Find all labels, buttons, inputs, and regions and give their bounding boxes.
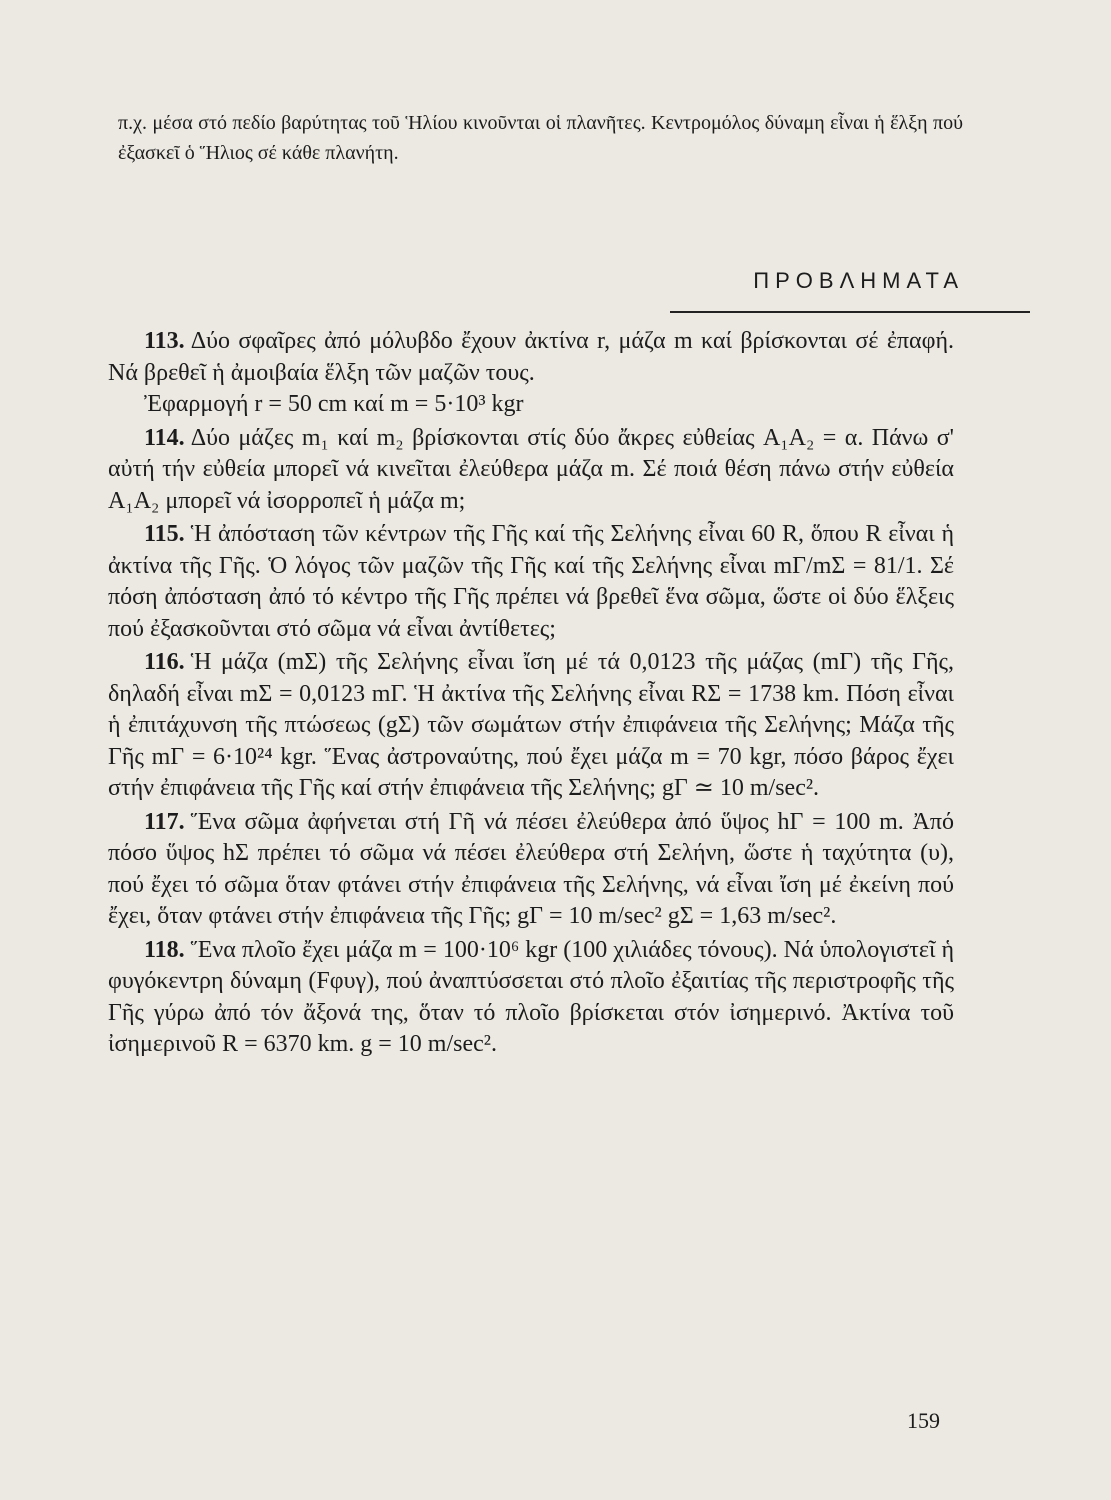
problem-number: 118. [144,936,185,963]
problem-text: Ἕνα σῶμα ἀφήνεται στή Γῆ νά πέσει ἐλεύθερα ἀπό ὕψος hΓ = 100 m. Ἀπό πόσο ὕψος hΣ πρέπει τό σῶμα νά πέσει ἐλεύθερα στή Σελήνη, ὥστε ἡ ταχύτητα (υ), πού ἔχει τό σῶμα ὅταν φτάνει στήν ἐπιφάνεια τῆς Σελήνης, νά εἶναι ἴση μέ ἐκείνη πού ἔχει, ὅταν φτάνει στήν ἐπιφάνεια τῆς Γῆς; gΓ = 10 m/sec² gΣ = 1,63 m/sec². [108,808,954,929]
problem-118 [108,935,954,1061]
problem-text: Δύο μάζες m₁ καί m₂ βρίσκονται στίς δύο ἄκρες εὐθείας A₁A₂ = α. Πάνω σ' αὐτή τήν εὐθεία μπορεῖ νά κινεῖται ἐλεύθερα μάζα m. Σέ ποιά θέση πάνω στήν εὐθεία A₁A₂ μπορεῖ νά ἰσορροπεῖ ἡ μάζα m; [108,424,954,514]
problem-text: Ἕνα πλοῖο ἔχει μάζα m = 100·10⁶ kgr (100 χιλιάδες τόνους). Νά ὑπολογιστεῖ ἡ φυγόκεντρη δύναμη (Fφυγ), πού ἀναπτύσσεται στό πλοῖο ἐξαιτίας τῆς περιστροφῆς τῆς Γῆς γύρω ἀπό τόν ἄξονά της, ὅταν τό πλοῖο βρίσκεται στόν ἰσημερινό. Ἀκτίνα τοῦ ἰσημερινοῦ R = 6370 km. g = 10 m/sec². [108,936,954,1057]
problem-text: Δύο σφαῖρες ἀπό μόλυβδο ἔχουν ἀκτίνα r, μάζα m καί βρίσκονται σέ ἐπαφή. Νά βρεθεῖ ἡ ἀμοιβαία ἕλξη τῶν μαζῶν τους. [108,328,954,386]
intro-paragraph: π.χ. μέσα στό πεδίο βαρύτητας τοῦ Ἡλίου κινοῦνται οἱ πλανῆτες. Κεντρομόλος δύναμη εἶναι ἡ ἕλξη πού ἐξασκεῖ ὁ Ἥλιος σέ κάθε πλανήτη. [118,112,963,164]
heading-underline [670,311,1030,313]
problem-number: 115. [144,521,185,547]
problem-113 [108,326,954,421]
problem-number: 114. [144,424,185,451]
problem-114 [108,423,954,518]
problem-text: Ἡ ἀπόσταση τῶν κέντρων τῆς Γῆς καί τῆς Σελήνης εἶναι 60 R, ὅπου R εἶναι ἡ ἀκτίνα τῆς Γῆς. Ὁ λόγος τῶν μαζῶν τῆς Γῆς καί τῆς Σελήνης εἶναι mΓ/mΣ = 81/1. Σέ πόση ἀπόσταση ἀπό τό κέντρο τῆς Γῆς πρέπει νά βρεθεῖ ἕνα σῶμα, ὥστε οἱ δύο ἕλξεις πού ἐξασκοῦνται στό σῶμα νά εἶναι ἀντίθετες; [108,521,954,642]
problem-number: 113. [144,328,185,354]
problem-number: 116. [144,649,185,675]
section-heading: ΠΡΟΒΛΗΜΑΤΑ [753,268,964,293]
problem-116 [108,647,954,805]
page-number: 159 [907,1408,940,1433]
problem-115 [108,519,954,645]
problem-117 [108,807,954,933]
problem-application: Ἐφαρμογή r = 50 cm καί m = 5·10³ kgr [144,391,524,417]
problem-text: Ἡ μάζα (mΣ) τῆς Σελήνης εἶναι ἴση μέ τά 0,0123 τῆς μάζας (mΓ) τῆς Γῆς, δηλαδή εἶναι mΣ = 0,0123 mΓ. Ἡ ἀκτίνα τῆς Σελήνης εἶναι RΣ = 1738 km. Πόση εἶναι ἡ ἐπιτάχυνση τῆς πτώσεως (gΣ) τῶν σωμάτων στήν ἐπιφάνεια τῆς Σελήνης; Μάζα τῆς Γῆς mΓ = 6·10²⁴ kgr. Ἕνας ἀστροναύτης, πού ἔχει μάζα m = 70 kgr, πόσο βάρος ἔχει στήν ἐπιφάνεια τῆς Γῆς καί στήν ἐπιφάνεια τῆς Σελήνης; gΓ ≃ 10 m/sec². [108,649,954,801]
problem-list [108,326,954,1063]
problem-number: 117. [144,808,185,835]
